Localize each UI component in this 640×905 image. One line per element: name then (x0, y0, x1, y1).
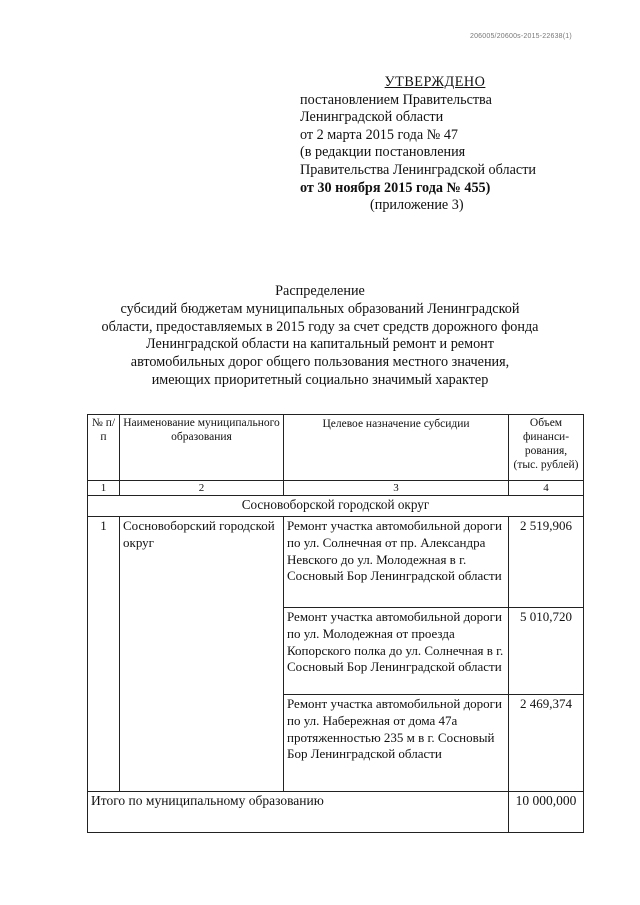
row-index: 1 (88, 517, 120, 792)
column-number-row (88, 481, 584, 496)
document-code: 206005/20600s-2015-22638(1) (470, 33, 572, 40)
heading-line: области, предоставляемых в 2015 году за счет средств дорожного фонда (101, 318, 539, 335)
approval-bold-line: от 30 ноября 2015 года № 455) (300, 179, 491, 196)
approval-title: УТВЕРЖДЕНО (384, 74, 486, 90)
subsidy-table (87, 414, 584, 833)
total-row (88, 792, 584, 833)
total-label: Итого по муниципальному образованию (88, 792, 509, 833)
heading-line: автомобильных дорог общего пользования местного значения, (130, 354, 510, 371)
total-amount: 10 000,000 (509, 792, 584, 833)
district-name: Сосновоборской городской округ (88, 496, 584, 517)
heading-line: Ленинградской области на капитальный ремонт и ремонт (146, 336, 494, 353)
header-cell: Наименование муниципального образования (120, 415, 284, 481)
amount-cell: 2 519,906 (509, 517, 584, 608)
purpose-cell: Ремонт участка автомобильной дороги по ул. Солнечная от пр. Александра Невского до ул. Молодежная в г. Сосновый Бор Ленинградской области (284, 517, 509, 608)
district-row (88, 496, 584, 517)
approval-line: от 2 марта 2015 года № 47 (300, 126, 459, 143)
heading-line: субсидий бюджетам муниципальных образований Ленинградской (120, 300, 520, 317)
municipality-name: Сосновоборский городской округ (120, 517, 284, 792)
amount-cell: 5 010,720 (509, 608, 584, 695)
appendix-label: (приложение 3) (370, 197, 464, 214)
purpose-cell: Ремонт участка автомобильной дороги по ул. Набережная от дома 47а протяженностью 235 м в г. Сосновый Бор Ленинградской области (284, 695, 509, 792)
approval-block (300, 74, 570, 215)
approval-line: постановлением Правительства (300, 91, 492, 108)
header-cell: № п/п (88, 415, 120, 481)
document-heading (90, 283, 550, 390)
purpose-cell: Ремонт участка автомобильной дороги по ул. Молодежная от проезда Копорского полка до ул. Солнечная в г. Сосновый Бор Ленинградской области (284, 608, 509, 695)
column-number: 2 (120, 481, 284, 496)
approval-line: Ленинградской области (300, 109, 444, 126)
header-cell: Целевое назначение субсидии (284, 415, 509, 481)
heading-line: имеющих приоритетный социально значимый характер (151, 371, 489, 388)
heading-title: Распределение (275, 283, 365, 299)
column-number: 1 (88, 481, 120, 496)
approval-line: (в редакции постановления (300, 144, 466, 161)
amount-cell: 2 469,374 (509, 695, 584, 792)
table-row (88, 517, 584, 608)
table-header-row (88, 415, 584, 481)
header-cell: Объем финанси-рования, (тыс. рублей) (509, 415, 584, 481)
column-number: 4 (509, 481, 584, 496)
approval-line: Правительства Ленинградской области (300, 161, 536, 178)
column-number: 3 (284, 481, 509, 496)
